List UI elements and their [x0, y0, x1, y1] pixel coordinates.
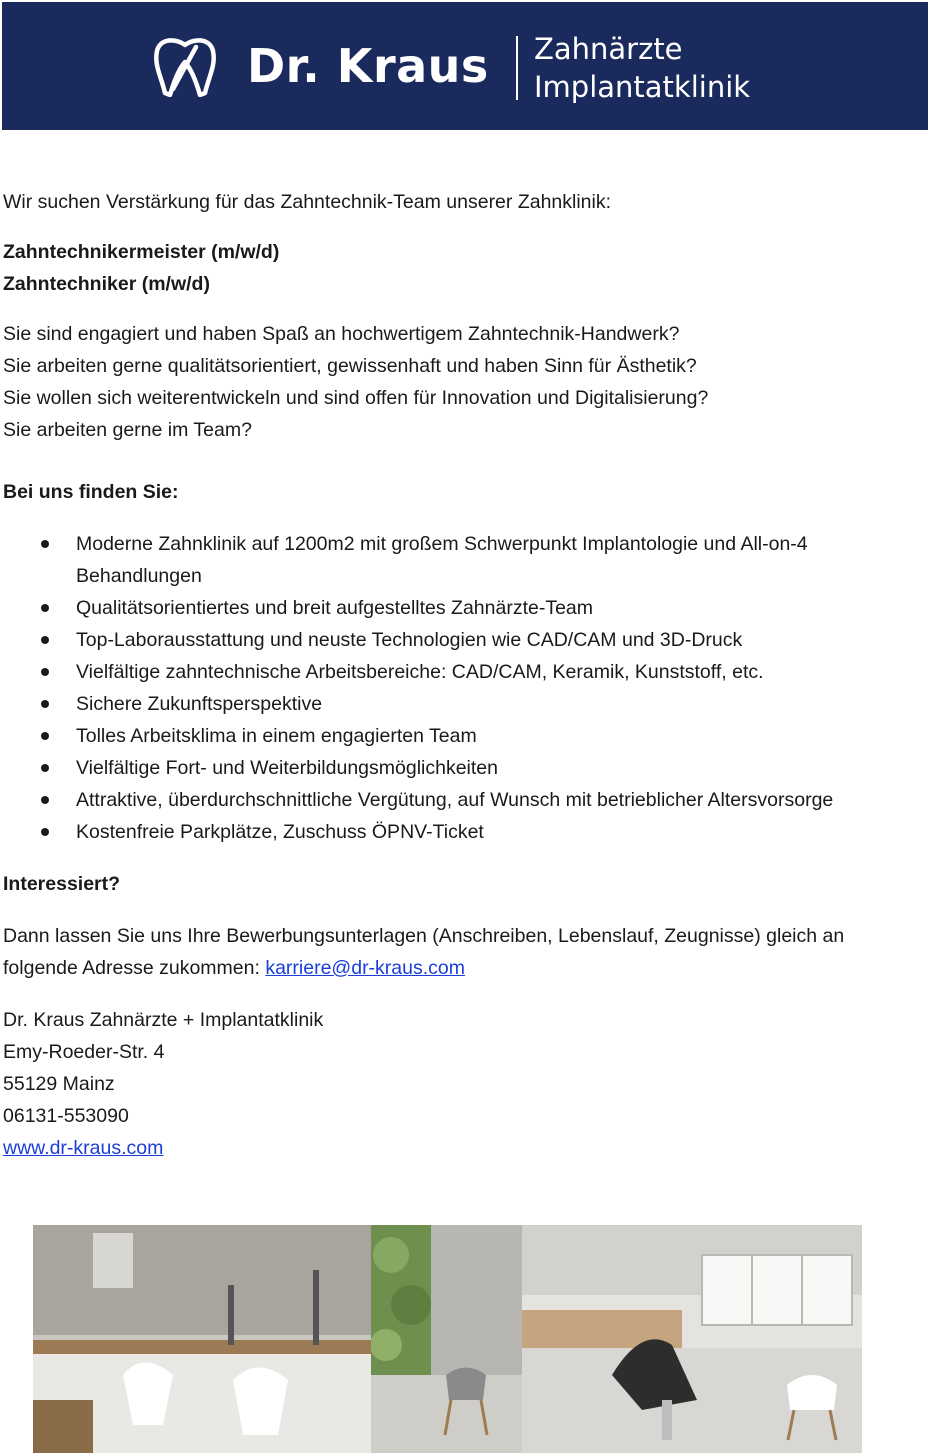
question-line: Sie arbeiten gerne im Team? [3, 419, 252, 441]
email-link[interactable]: karriere@dr-kraus.com [265, 957, 465, 979]
benefit-item: Vielfältige Fort- und Weiterbildungsmöglichkeiten [3, 752, 923, 784]
website-link[interactable]: www.dr-kraus.com [3, 1137, 164, 1159]
header-banner [2, 2, 928, 130]
contact-address [3, 1004, 923, 1164]
bullet-icon [41, 700, 49, 708]
brand-subtitle [534, 30, 750, 106]
bullet-icon [41, 764, 49, 772]
clinic-photos [33, 1225, 862, 1453]
bullet-icon [41, 828, 49, 836]
brand-subtitle-line2: Implantatklinik [534, 70, 751, 104]
question-line: Sie sind engagiert und haben Spaß an hochwertigem Zahntechnik-Handwerk? [3, 323, 680, 345]
interest-heading: Interessiert? [3, 873, 121, 895]
treatment-room-photo [522, 1225, 862, 1453]
benefit-item: Sichere Zukunftsperspektive [3, 688, 923, 720]
street: Emy-Roeder-Str. 4 [3, 1041, 165, 1063]
position-title: Zahntechniker (m/w/d) [3, 273, 210, 295]
brand-divider [516, 36, 518, 100]
intro-text: Wir suchen Verstärkung für das Zahntechnik-Team unserer Zahnklinik: [3, 191, 612, 213]
benefit-item: Attraktive, überdurchschnittliche Vergütung, auf Wunsch mit betrieblicher Altersvorsorge [3, 784, 923, 816]
benefit-item: Kostenfreie Parkplätze, Zuschuss ÖPNV-Ticket [3, 816, 923, 848]
tooth-icon [152, 35, 218, 97]
position-title: Zahntechnikermeister (m/w/d) [3, 241, 280, 263]
apply-text: Dann lassen Sie uns Ihre Bewerbungsunterlagen (Anschreiben, Lebenslauf, Zeugnisse) gleich an folgende Adresse zukommen: karriere@dr-kraus.com [3, 925, 845, 979]
question-line: Sie wollen sich weiterentwickeln und sind offen für Innovation und Digitalisierung? [3, 387, 709, 409]
job-ad-body [3, 186, 923, 1164]
clinic-name: Dr. Kraus Zahnärzte + Implantatklinik [3, 1009, 324, 1031]
city: 55129 Mainz [3, 1073, 115, 1095]
lounge-photo [371, 1225, 523, 1453]
brand-subtitle-line1: Zahnärzte [534, 32, 683, 66]
question-line: Sie arbeiten gerne qualitätsorientiert, gewissenhaft und haben Sinn für Ästhetik? [3, 355, 697, 377]
bullet-icon [41, 604, 49, 612]
benefit-item: Moderne Zahnklinik auf 1200m2 mit großem Schwerpunkt Implantologie und All-on-4 Behandlungen [3, 528, 923, 592]
phone: 06131-553090 [3, 1105, 129, 1127]
benefits-heading: Bei uns finden Sie: [3, 481, 179, 503]
lab-photo [33, 1225, 373, 1453]
bullet-icon [41, 796, 49, 804]
benefit-item: Tolles Arbeitsklima in einem engagierten Team [3, 720, 923, 752]
bullet-icon [41, 732, 49, 740]
bullet-icon [41, 540, 49, 548]
benefit-item: Qualitätsorientiertes und breit aufgestelltes Zahnärzte-Team [3, 592, 923, 624]
bullet-icon [41, 668, 49, 676]
bullet-icon [41, 636, 49, 644]
benefits-list [3, 528, 923, 848]
brand-name: Dr. Kraus [247, 39, 489, 93]
benefit-item: Top-Laborausstattung und neuste Technologien wie CAD/CAM und 3D-Druck [3, 624, 923, 656]
benefit-item: Vielfältige zahntechnische Arbeitsbereiche: CAD/CAM, Keramik, Kunststoff, etc. [3, 656, 923, 688]
